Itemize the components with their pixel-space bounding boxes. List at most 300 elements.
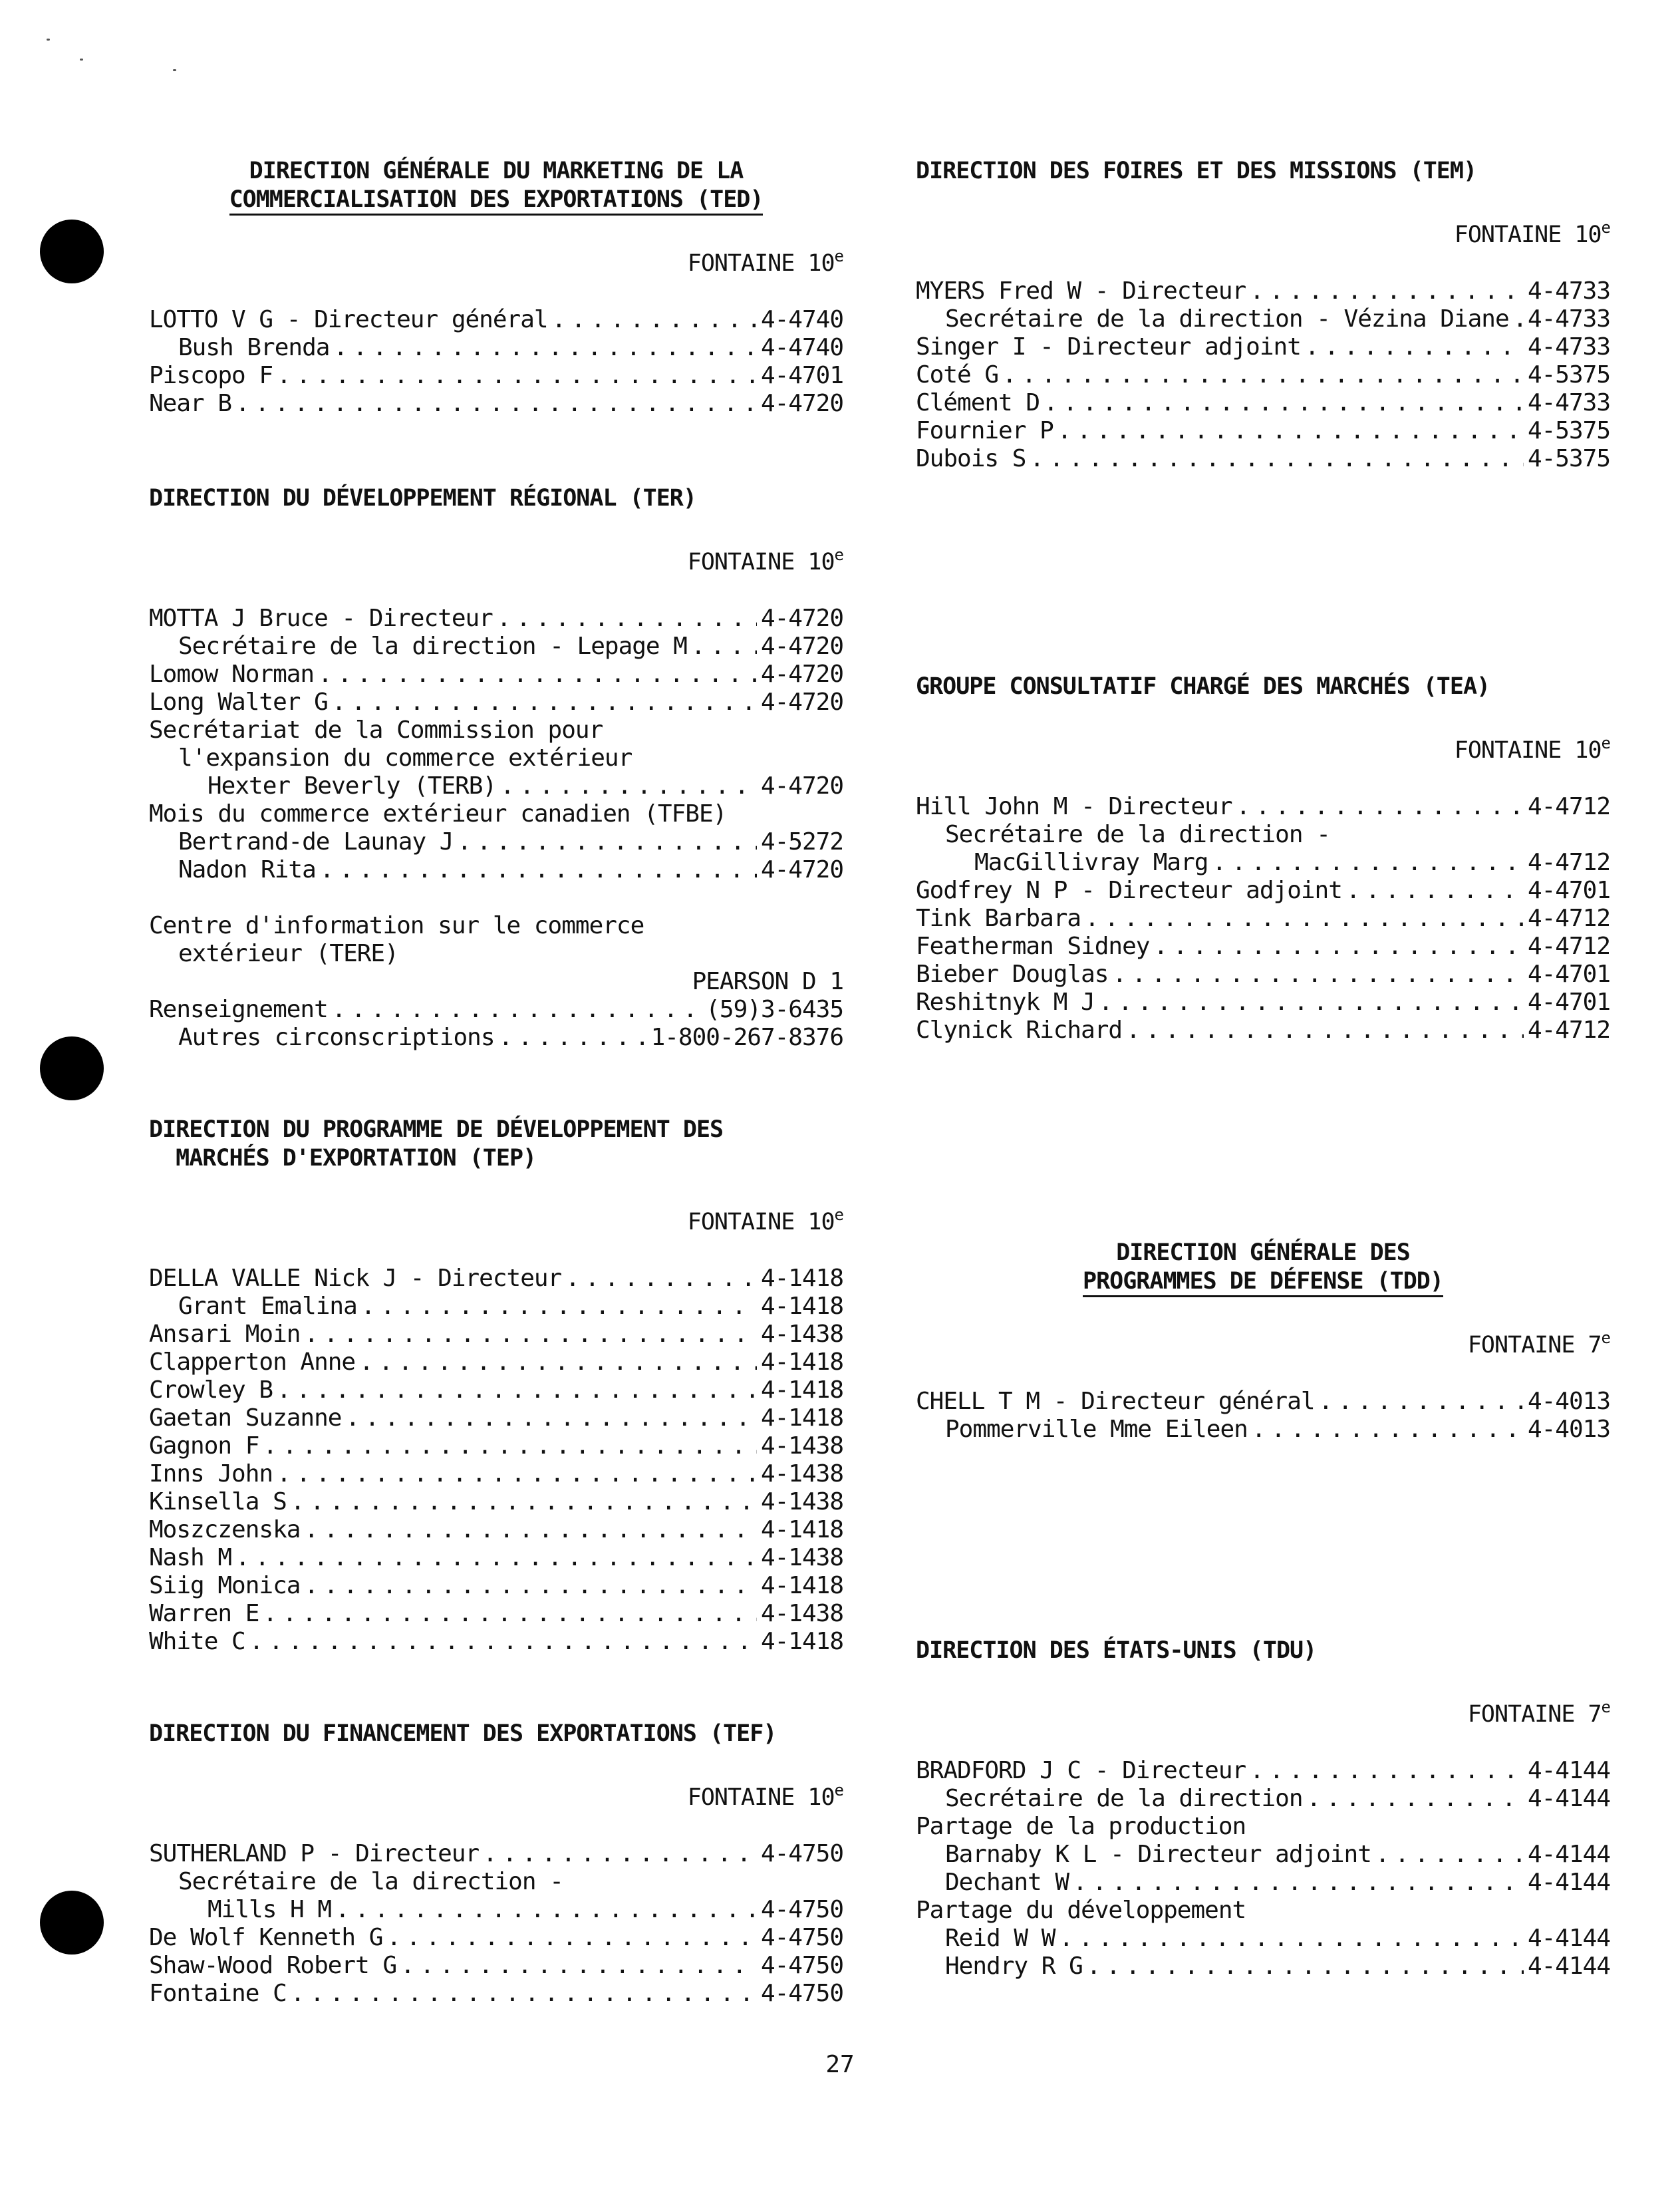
entry-name: MOTTA J Bruce - Directeur [149, 605, 493, 632]
dot-leader [1085, 905, 1524, 933]
entry-name: Barnaby K L - Directeur adjoint [945, 1841, 1371, 1868]
dot-leader [1346, 877, 1524, 905]
entry-name: Secrétaire de la direction [945, 1785, 1303, 1812]
directory-entry [916, 1897, 1610, 1925]
entry-phone: 4-1418 [760, 1376, 843, 1404]
page-number: 27 [825, 2051, 855, 2078]
directory-entry [916, 1388, 1610, 1416]
directory-entry [916, 445, 1610, 473]
entry-name: extérieur (TERE) [178, 940, 398, 967]
entry-name: Bush Brenda [178, 334, 330, 361]
section-title [916, 157, 1610, 186]
dot-leader [1250, 1757, 1524, 1785]
directory-entry [916, 1017, 1610, 1044]
floor-suffix: e [834, 1781, 843, 1800]
dot-leader [361, 1293, 757, 1321]
directory-entry [149, 1432, 843, 1460]
entry-phone: 4-1438 [760, 1544, 843, 1571]
directory-entry [916, 305, 1610, 333]
dot-leader [263, 1600, 757, 1628]
section-title [916, 673, 1610, 701]
directory-entry [916, 1813, 1610, 1841]
entry-phone: 4-1418 [760, 1348, 843, 1376]
entry-name: Hill John M - Directeur [916, 793, 1232, 820]
directory-entry [916, 1841, 1610, 1869]
dot-leader [499, 1024, 647, 1052]
entry-phone: 1-800-267-8376 [650, 1024, 843, 1051]
entry-name: MacGillivray Marg [974, 849, 1208, 876]
directory-entry [916, 849, 1610, 877]
punch-hole [40, 220, 104, 283]
dot-leader [1212, 849, 1523, 877]
entry-name: Featherman Sidney [916, 933, 1150, 960]
entry-phone: 4-4740 [760, 334, 843, 361]
entry-phone: 4-4750 [760, 1840, 843, 1867]
dot-leader [263, 1432, 757, 1460]
section-title-line: DIRECTION GÉNÉRALE DU MARKETING DE LA [249, 158, 744, 184]
section-title [916, 1637, 1610, 1665]
entry-phone: 4-1418 [760, 1572, 843, 1599]
entry-phone: 4-4013 [1527, 1388, 1610, 1415]
directory-entry [149, 968, 843, 996]
section-title-line: DIRECTION GÉNÉRALE DES [1116, 1239, 1410, 1266]
directory-entry [149, 1460, 843, 1488]
dot-leader [277, 1460, 757, 1488]
directory-entry [149, 633, 843, 661]
directory-entry [916, 1785, 1610, 1813]
building-name: FONTAINE 10 [1454, 222, 1602, 248]
dot-leader [333, 334, 757, 362]
entry-name: Reshitnyk M J [916, 989, 1095, 1016]
directory-entry [149, 1265, 843, 1293]
building-location [149, 1201, 843, 1237]
directory-entry [149, 362, 843, 390]
directory-entry [916, 1925, 1610, 1953]
directory-entry [916, 1757, 1610, 1785]
section-title-line: MARCHÉS D'EXPORTATION (TEP) [149, 1145, 537, 1172]
section-title [149, 484, 843, 513]
directory-entry [149, 1488, 843, 1516]
entry-phone: 4-4720 [760, 633, 843, 660]
dot-leader [1252, 1416, 1524, 1444]
dot-leader [249, 1628, 757, 1656]
section-title [916, 1239, 1610, 1296]
building-location [149, 1776, 843, 1812]
building-name: FONTAINE 7 [1467, 1332, 1602, 1358]
dot-leader [332, 996, 702, 1024]
directory-entry [149, 716, 843, 744]
entry-phone: 4-1438 [760, 1432, 843, 1460]
entry-phone: 4-4733 [1527, 277, 1610, 305]
directory-entry [916, 933, 1610, 961]
directory-entry [916, 877, 1610, 905]
section-title-line: DIRECTION DU PROGRAMME DE DÉVELOPPEMENT DES [149, 1116, 724, 1143]
directory-entry [149, 1321, 843, 1348]
entry-phone: 4-4144 [1527, 1953, 1610, 1980]
directory-entry [149, 605, 843, 633]
building-name: FONTAINE 10 [687, 1784, 835, 1811]
dot-leader [1044, 389, 1524, 417]
entry-phone: 4-1438 [760, 1600, 843, 1627]
entry-name: Clément D [916, 389, 1040, 416]
floor-suffix: e [1601, 1698, 1610, 1716]
entry-name: Secrétaire de la direction - Lepage M [178, 633, 687, 660]
entry-name: Siig Monica [149, 1572, 301, 1599]
entry-name: l'expansion du commerce extérieur [178, 744, 632, 772]
dot-leader [1513, 305, 1524, 333]
entry-name: Fournier P [916, 417, 1053, 444]
dot-leader [304, 1321, 757, 1348]
entry-name: Dubois S [916, 445, 1026, 472]
dot-leader [1153, 933, 1523, 961]
scan-speck [80, 59, 83, 61]
entry-name: Warren E [149, 1600, 259, 1627]
entry-name: LOTTO V G - Directeur général [149, 306, 548, 333]
dot-leader [1250, 277, 1524, 305]
entry-phone: 4-4701 [1527, 877, 1610, 904]
building-name: FONTAINE 10 [687, 1209, 835, 1235]
dot-leader [457, 828, 756, 856]
entry-name: SUTHERLAND P - Directeur [149, 1840, 480, 1867]
entry-name: Gagnon F [149, 1432, 259, 1460]
directory-entry [149, 1628, 843, 1656]
entry-name: White C [149, 1628, 245, 1655]
dot-leader [235, 1544, 757, 1572]
building-location [916, 729, 1610, 765]
entry-name: MYERS Fred W - Directeur [916, 277, 1246, 305]
entry-name: Clynick Richard [916, 1017, 1123, 1044]
directory-entry [916, 793, 1610, 821]
entry-phone: 4-4720 [760, 856, 843, 883]
directory-entry [149, 800, 843, 828]
entry-phone: 4-4750 [760, 1980, 843, 2007]
directory-entry [916, 361, 1610, 389]
directory-entry [149, 1024, 843, 1052]
entry-name: Nadon Rita [178, 856, 316, 883]
building-name: FONTAINE 10 [687, 549, 835, 575]
dot-leader [1030, 445, 1524, 473]
dot-leader [1307, 1785, 1524, 1813]
directory-entry [149, 828, 843, 856]
directory-entry [149, 940, 843, 968]
floor-suffix: e [834, 1205, 843, 1224]
entry-name: DELLA VALLE Nick J - Directeur [149, 1265, 562, 1292]
directory-entry [916, 989, 1610, 1017]
directory-entry [916, 821, 1610, 849]
entry-phone: 4-4701 [1527, 989, 1610, 1016]
section-title-line: PROGRAMMES DE DÉFENSE (TDD) [1083, 1268, 1443, 1297]
dot-leader [500, 772, 757, 800]
punch-hole [40, 1036, 104, 1100]
entry-name: Ansari Moin [149, 1321, 301, 1348]
entry-phone: 4-4701 [760, 362, 843, 389]
directory-entry [149, 334, 843, 362]
floor-suffix: e [834, 546, 843, 564]
dot-leader [1305, 333, 1524, 361]
section [916, 1239, 1610, 1444]
entry-phone: 4-5375 [1527, 417, 1610, 444]
dot-leader [1236, 793, 1524, 821]
entry-name: Secrétaire de la direction - Vézina Diane [945, 305, 1509, 333]
directory-entry [149, 306, 843, 334]
entry-name: Partage de la production [916, 1813, 1246, 1840]
directory-entry [916, 1416, 1610, 1444]
dot-leader [1057, 417, 1524, 445]
entry-name: Shaw-Wood Robert G [149, 1952, 397, 1979]
directory-entry [149, 1516, 843, 1544]
entry-name: Inns John [149, 1460, 273, 1488]
section [149, 157, 843, 418]
directory-entry [149, 912, 843, 940]
building-name: FONTAINE 10 [687, 250, 835, 277]
entry-phone: 4-1418 [760, 1404, 843, 1432]
directory-entry [149, 1348, 843, 1376]
directory-entry [149, 1572, 843, 1600]
section-title-line: COMMERCIALISATION DES EXPORTATIONS (TED) [229, 186, 764, 216]
entry-name: Long Walter G [149, 689, 328, 716]
entry-name: Coté G [916, 361, 999, 389]
entry-phone: 4-4733 [1527, 389, 1610, 416]
dot-leader [235, 390, 757, 418]
dot-leader [1073, 1869, 1524, 1897]
entry-phone: 4-1438 [760, 1488, 843, 1515]
dot-leader [359, 1348, 757, 1376]
entry-name: Mills H M [208, 1896, 332, 1923]
entry-phone: 4-4013 [1527, 1416, 1610, 1443]
section [149, 484, 843, 1052]
dot-leader [277, 362, 757, 390]
directory-entry [149, 1868, 843, 1896]
entry-phone: 4-4720 [760, 605, 843, 632]
entry-phone: 4-4712 [1527, 933, 1610, 960]
entry-phone: 4-4144 [1527, 1785, 1610, 1812]
section-title-line: DIRECTION DU DÉVELOPPEMENT RÉGIONAL (TER) [149, 485, 696, 512]
dot-leader [552, 306, 757, 334]
section [149, 1720, 843, 2008]
entry-name: Near B [149, 390, 232, 417]
directory-entry [149, 390, 843, 418]
entry-phone: 4-1418 [760, 1293, 843, 1320]
entry-name: Moszczenska [149, 1516, 301, 1543]
entry-name: Tink Barbara [916, 905, 1081, 932]
section [149, 1116, 843, 1656]
section-title [149, 1720, 843, 1748]
entry-name: BRADFORD J C - Directeur [916, 1757, 1246, 1784]
entry-phone: (59)3-6435 [706, 996, 843, 1023]
dot-leader [304, 1572, 757, 1600]
entry-name: Partage du développement [916, 1897, 1246, 1924]
dot-leader [1319, 1388, 1524, 1416]
entry-phone: 4-1418 [760, 1516, 843, 1543]
left-column [149, 157, 843, 2008]
entry-phone: 4-4750 [760, 1952, 843, 1979]
floor-suffix: e [1601, 1329, 1610, 1347]
entry-phone: 4-4733 [1527, 305, 1610, 333]
building-location [916, 214, 1610, 249]
directory-entry [149, 1980, 843, 2008]
entry-phone: 4-1438 [760, 1321, 843, 1348]
entry-name: Clapperton Anne [149, 1348, 356, 1376]
floor-suffix: e [1601, 218, 1610, 237]
entry-name: Fontaine C [149, 1980, 287, 2007]
scan-speck [173, 69, 176, 71]
entry-name: Secrétariat de la Commission pour [149, 716, 603, 744]
dot-leader [1002, 361, 1524, 389]
dot-leader [291, 1488, 757, 1516]
floor-suffix: e [834, 247, 843, 265]
dot-leader [565, 1265, 757, 1293]
section [916, 157, 1610, 473]
entry-name: Gaetan Suzanne [149, 1404, 342, 1432]
entry-name: Renseignement [149, 996, 328, 1023]
dot-leader [277, 1376, 757, 1404]
entry-phone: 4-1418 [760, 1265, 843, 1292]
directory-entry [149, 1404, 843, 1432]
section-title-line: GROUPE CONSULTATIF CHARGÉ DES MARCHÉS (TEA) [916, 673, 1490, 700]
entry-phone: 4-4720 [760, 661, 843, 688]
building-location [916, 1324, 1610, 1360]
dot-leader [1099, 989, 1524, 1017]
entry-phone: 4-4720 [760, 689, 843, 716]
entry-name: Godfrey N P - Directeur adjoint [916, 877, 1342, 904]
entry-name: Lomow Norman [149, 661, 315, 688]
dot-leader [318, 661, 757, 689]
dot-leader [304, 1516, 757, 1544]
entry-phone: 4-4712 [1527, 793, 1610, 820]
entry-phone: 4-5375 [1527, 361, 1610, 389]
entry-name: Bieber Douglas [916, 961, 1109, 988]
dot-leader [335, 1896, 757, 1924]
entry-phone: 4-4144 [1527, 1757, 1610, 1784]
directory-entry [149, 1840, 843, 1868]
entry-name: Reid W W [945, 1925, 1055, 1952]
entry-name: Pommerville Mme Eileen [945, 1416, 1248, 1443]
entry-phone: 4-4144 [1527, 1925, 1610, 1952]
dot-leader [386, 1924, 756, 1952]
entry-name: Hendry R G [945, 1953, 1083, 1980]
dot-leader [345, 1404, 757, 1432]
dot-leader [332, 689, 757, 716]
entry-name: Kinsella S [149, 1488, 287, 1515]
entry-phone: 4-4750 [760, 1896, 843, 1923]
entry-name: Autres circonscriptions [178, 1024, 495, 1051]
entry-name: De Wolf Kenneth G [149, 1924, 383, 1951]
dot-leader [1087, 1953, 1524, 1980]
entry-phone: 4-4712 [1527, 849, 1610, 876]
dot-leader [1112, 961, 1524, 989]
dot-leader [1126, 1017, 1524, 1044]
punch-hole [40, 1891, 104, 1955]
directory-entry [149, 1600, 843, 1628]
section-title [149, 1116, 843, 1173]
entry-name: Dechant W [945, 1869, 1069, 1896]
building-location [149, 242, 843, 278]
dot-leader [320, 856, 757, 884]
section-title-line: DIRECTION DU FINANCEMENT DES EXPORTATIONS (TEF) [149, 1720, 777, 1747]
building-location [149, 541, 843, 577]
section-title-line: DIRECTION DES FOIRES ET DES MISSIONS (TEM) [916, 158, 1477, 184]
dot-leader [1059, 1925, 1524, 1953]
directory-entry [916, 1869, 1610, 1897]
directory-entry [149, 772, 843, 800]
directory-entry [916, 961, 1610, 989]
entry-phone: 4-4720 [760, 772, 843, 800]
entry-phone: 4-5272 [760, 828, 843, 856]
entry-name: CHELL T M - Directeur général [916, 1388, 1315, 1415]
entry-name: Piscopo F [149, 362, 273, 389]
entry-phone: 4-4144 [1527, 1841, 1610, 1868]
directory-entry [149, 1896, 843, 1924]
entry-name: Secrétaire de la direction - [178, 1868, 563, 1895]
entry-phone: 4-4740 [760, 306, 843, 333]
entry-name: Centre d'information sur le commerce [149, 912, 644, 939]
dot-leader [291, 1980, 757, 2008]
entry-phone: 4-4144 [1527, 1869, 1610, 1896]
dot-leader [400, 1952, 757, 1980]
entry-phone: 4-1438 [760, 1460, 843, 1488]
entry-name: Singer I - Directeur adjoint [916, 333, 1301, 361]
directory-entry [149, 744, 843, 772]
entry-phone: PEARSON D 1 [692, 968, 843, 995]
dot-leader [1375, 1841, 1524, 1869]
entry-name: Hexter Beverly (TERB) [208, 772, 497, 800]
section-title [149, 157, 843, 214]
section-title-line: DIRECTION DES ÉTATS-UNIS (TDU) [916, 1637, 1317, 1664]
entry-phone: 4-1418 [760, 1628, 843, 1655]
building-name: FONTAINE 10 [1454, 737, 1602, 764]
directory-entry [149, 1544, 843, 1572]
entry-phone: 4-4712 [1527, 1017, 1610, 1044]
entry-phone: 4-4712 [1527, 905, 1610, 932]
directory-entry [149, 1952, 843, 1980]
dot-leader [691, 633, 757, 661]
directory-entry [916, 905, 1610, 933]
directory-entry [149, 996, 843, 1024]
building-name: FONTAINE 7 [1467, 1701, 1602, 1728]
entry-name: Bertrand-de Launay J [178, 828, 454, 856]
directory-entry [149, 661, 843, 689]
directory-entry [149, 1924, 843, 1952]
directory-entry [149, 689, 843, 716]
entry-name: Secrétaire de la direction - [945, 821, 1330, 848]
directory-entry [916, 1953, 1610, 1980]
directory-entry [149, 856, 843, 884]
entry-phone: 4-5375 [1527, 445, 1610, 472]
entry-name: Grant Emalina [178, 1293, 357, 1320]
entry-name: Nash M [149, 1544, 232, 1571]
entry-phone: 4-4720 [760, 390, 843, 417]
dot-leader [483, 1840, 757, 1868]
section [916, 1637, 1610, 1980]
scan-speck [47, 39, 50, 41]
dot-leader [497, 605, 757, 633]
directory-entry [149, 1293, 843, 1321]
entry-name: Mois du commerce extérieur canadien (TFBE) [149, 800, 727, 828]
directory-entry [916, 417, 1610, 445]
entry-name: Crowley B [149, 1376, 273, 1404]
directory-entry [149, 1376, 843, 1404]
section [916, 673, 1610, 1044]
directory-entry [916, 333, 1610, 361]
directory-entry [916, 389, 1610, 417]
right-column [916, 157, 1610, 1980]
directory-entry [149, 884, 843, 912]
floor-suffix: e [1601, 734, 1610, 752]
directory-entry [916, 277, 1610, 305]
entry-phone: 4-4750 [760, 1924, 843, 1951]
entry-phone: 4-4701 [1527, 961, 1610, 988]
entry-phone: 4-4733 [1527, 333, 1610, 361]
